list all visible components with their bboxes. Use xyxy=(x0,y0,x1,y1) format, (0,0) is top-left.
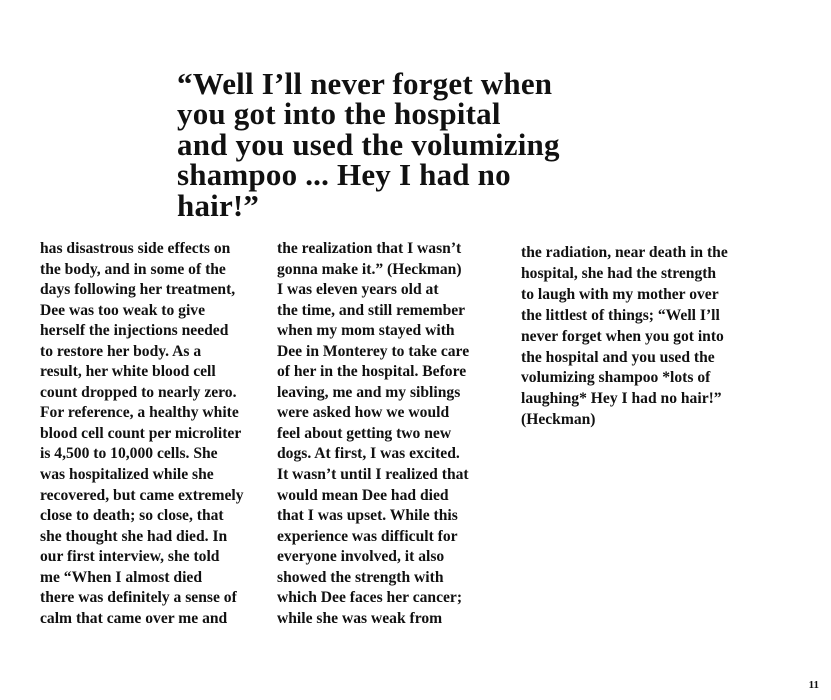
body-column-2 xyxy=(277,239,522,629)
body-text-line: is 4,500 to 10,000 cells. She xyxy=(40,445,218,463)
pull-quote xyxy=(177,66,677,223)
body-text-line: never forget when you got into xyxy=(521,327,724,345)
body-text-line: volumizing shampoo *lots of xyxy=(521,369,711,387)
pull-quote-line: “Well I’ll never forget when xyxy=(177,66,553,101)
body-text-line: feel about getting two new xyxy=(277,424,452,442)
body-text-line: when my mom stayed with xyxy=(277,322,455,340)
pull-quote-line: you got into the hospital xyxy=(177,96,501,132)
body-text-line: Dee was too weak to give xyxy=(40,301,205,319)
body-text-line: of her in the hospital. Before xyxy=(277,363,467,381)
body-text-line: laughing* Hey I had no hair!” xyxy=(521,390,722,408)
body-text-line: were asked how we would xyxy=(277,404,450,422)
body-text-line: which Dee faces her cancer; xyxy=(277,589,463,607)
body-text-line: gonna make it.” (Heckman) xyxy=(277,260,462,278)
body-text-line: our first interview, she told xyxy=(40,548,220,566)
body-text-line: showed the strength with xyxy=(277,568,444,586)
body-text-line: the time, and still remember xyxy=(277,301,466,319)
body-text-line: leaving, me and my siblings xyxy=(277,383,461,401)
body-text-line: calm that came over me and xyxy=(40,609,228,627)
body-text-line: would mean Dee had died xyxy=(277,486,449,504)
body-text-line: Dee in Monterey to take care xyxy=(277,342,470,360)
body-text-line: hospital, she had the strength xyxy=(521,264,717,282)
body-text-line: that I was upset. While this xyxy=(277,507,458,525)
body-text-line: the hospital and you used the xyxy=(521,348,715,366)
pull-quote-line: hair!” xyxy=(177,187,260,223)
body-text-line: there was definitely a sense of xyxy=(40,589,237,607)
body-text-line: count dropped to nearly zero. xyxy=(40,383,237,401)
page-number: 11 xyxy=(808,679,819,691)
body-column-3 xyxy=(521,243,766,431)
body-text-line: the realization that I wasn’t xyxy=(277,240,462,257)
body-text-line: result, her white blood cell xyxy=(40,363,216,381)
pull-quote-line: and you used the volumizing xyxy=(177,126,560,162)
body-text-line: the littlest of things; “Well I’ll xyxy=(521,306,720,324)
body-text-line: the body, and in some of the xyxy=(40,260,226,278)
body-text-line: the radiation, near death in the xyxy=(521,244,728,261)
body-text-line: has disastrous side effects on xyxy=(40,240,231,257)
body-text-line: she thought she had died. In xyxy=(40,527,228,545)
body-text-line: close to death; so close, that xyxy=(40,507,224,525)
body-text-line: recovered, but came extremely xyxy=(40,486,244,504)
body-text-line: while she was weak from xyxy=(277,609,443,627)
body-text-line: experience was difficult for xyxy=(277,527,458,545)
body-column-1 xyxy=(40,239,285,629)
pull-quote-line: shampoo ... Hey I had no xyxy=(177,157,511,193)
body-text-line: blood cell count per microliter xyxy=(40,424,242,442)
body-text-line: (Heckman) xyxy=(521,411,596,429)
body-text-line: days following her treatment, xyxy=(40,281,236,299)
body-text-line: to restore her body. As a xyxy=(40,342,202,360)
body-text-line: For reference, a healthy white xyxy=(40,404,239,422)
body-text-line: I was eleven years old at xyxy=(277,281,439,299)
body-text-line: was hospitalized while she xyxy=(40,466,214,484)
body-text-line: It wasn’t until I realized that xyxy=(277,466,469,484)
body-text-line: to laugh with my mother over xyxy=(521,285,719,303)
body-text-line: dogs. At first, I was excited. xyxy=(277,445,460,463)
body-text-line: everyone involved, it also xyxy=(277,548,445,566)
body-text-line: me “When I almost died xyxy=(40,568,203,586)
body-text-line: herself the injections needed xyxy=(40,322,229,340)
